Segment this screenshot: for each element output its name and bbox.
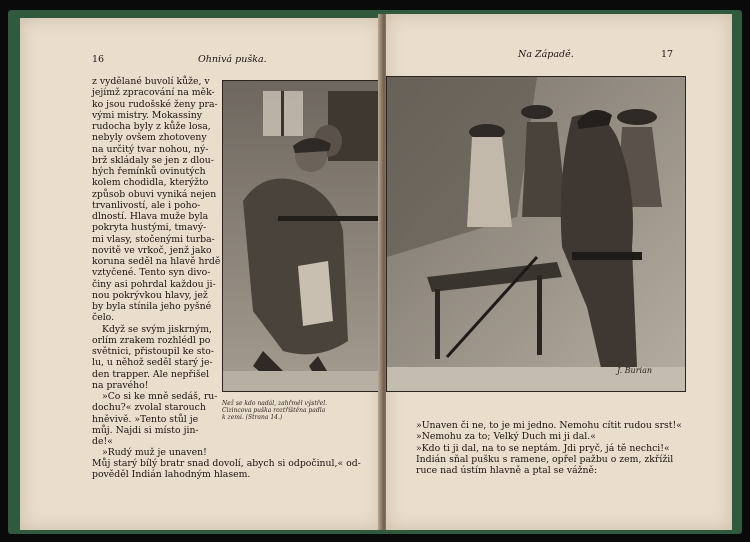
text-line: by byla stínila jeho pyšné: [92, 301, 212, 312]
left-column-text: [92, 76, 220, 459]
text-line: Když se svým jiskrným,: [102, 323, 212, 335]
text-line: vými mistry. Mokassiny: [92, 109, 202, 121]
caption-line: Cizincova puška roztříštěna padla: [222, 407, 326, 414]
text-line: ruce nad ústím hlavně a ptal se vážně:: [416, 465, 598, 476]
left-full-width-text: [92, 458, 361, 481]
illustration-saloon-scene: [386, 76, 686, 392]
text-line: koruna seděl na hlavě hrdě: [92, 256, 221, 267]
text-line: novitě ve vrkoč, jenž jako: [92, 244, 212, 256]
text-line: pokryta hustými, tmavý-: [92, 222, 207, 234]
text-line: světnici, přistoupil ke sto-: [92, 346, 214, 357]
text-line: »Kdo ti ji dal, na to se neptám. Jdi pryč, já tě nechci!«: [416, 442, 670, 454]
left-running-title: Ohnivá puška.: [198, 54, 267, 65]
text-line: jejímž zpracování na měk-: [92, 87, 215, 99]
text-line: »Co si ke mně sedáš, ru-: [102, 391, 218, 402]
text-line: dlností. Hlava muže byla: [92, 211, 209, 222]
text-line: vztyčené. Tento syn divo-: [92, 267, 211, 279]
text-line: z vydělané buvolí kůže, v: [92, 76, 210, 87]
illustration-caption: [222, 400, 327, 421]
left-page: [20, 18, 382, 530]
text-line: hých řemínků ovinutých: [92, 166, 206, 177]
trapper-drawing: [223, 81, 383, 391]
text-line: dochu?« zvolal starouch: [92, 402, 206, 414]
right-running-title: Na Západě.: [518, 49, 574, 60]
text-line: den trapper. Ale nepřišel: [92, 368, 210, 380]
text-line: můj. Najdi si místo jin-: [92, 424, 199, 436]
text-line: hněvivě. »Tento stůl je: [92, 413, 199, 425]
text-line: orlím zrakem rozhlédl po: [92, 334, 211, 346]
text-line: nebyly ovšem zhotoveny: [92, 132, 207, 144]
illustration-trapper: [222, 80, 384, 392]
text-line: ko jsou rudošské ženy pra-: [92, 98, 218, 110]
left-page-number: 16: [92, 54, 105, 65]
text-line: trvanlivostí, ale i poho-: [92, 199, 201, 211]
text-line: nou pokrývkou hlavy, jež: [92, 289, 208, 301]
illustration-signature: J. Burian: [617, 366, 653, 375]
caption-line: Než se kdo nadál, zahřměl výstřel.: [222, 400, 328, 407]
text-line: brž skládaly se jen z dlou-: [92, 154, 214, 166]
text-line: kolem chodidla, kterýžto: [92, 177, 209, 189]
text-line: Můj starý bílý bratr snad dovolí, abych si odpočinul,« od-: [92, 458, 361, 469]
text-line: rudocha byly z kůže losa,: [92, 121, 211, 132]
text-line: čelo.: [92, 312, 115, 324]
right-page-text: [416, 420, 682, 476]
text-line: mi vlasy, stočenými turba-: [92, 233, 215, 245]
text-line: »Rudý muž je unaven!: [102, 447, 207, 459]
saloon-drawing: [387, 77, 685, 391]
text-line: Indián sňal pušku s ramene, opřel pažbu o zem, zkřížil: [416, 453, 674, 465]
text-line: pověděl Indián lahodným hlasem.: [92, 469, 251, 481]
text-line: činy asi pohrdal každou ji-: [92, 278, 216, 290]
text-line: de!«: [92, 436, 113, 447]
right-page: [386, 14, 732, 530]
text-line: na určitý tvar nohou, ný-: [92, 143, 209, 155]
text-line: »Nemohu za to; Velký Duch mi ji dal.«: [416, 431, 596, 443]
text-line: lu, u něhož seděl starý je-: [92, 357, 213, 369]
caption-line: k zemi. (Strana 14.): [222, 414, 283, 421]
text-line: způsob obuvi vyniká nejen: [92, 188, 217, 200]
text-line: »Unaven či ne, to je mi jedno. Nemohu cítit rudou srst!«: [416, 420, 682, 431]
right-page-number: 17: [661, 49, 674, 60]
text-line: na pravého!: [92, 379, 149, 391]
